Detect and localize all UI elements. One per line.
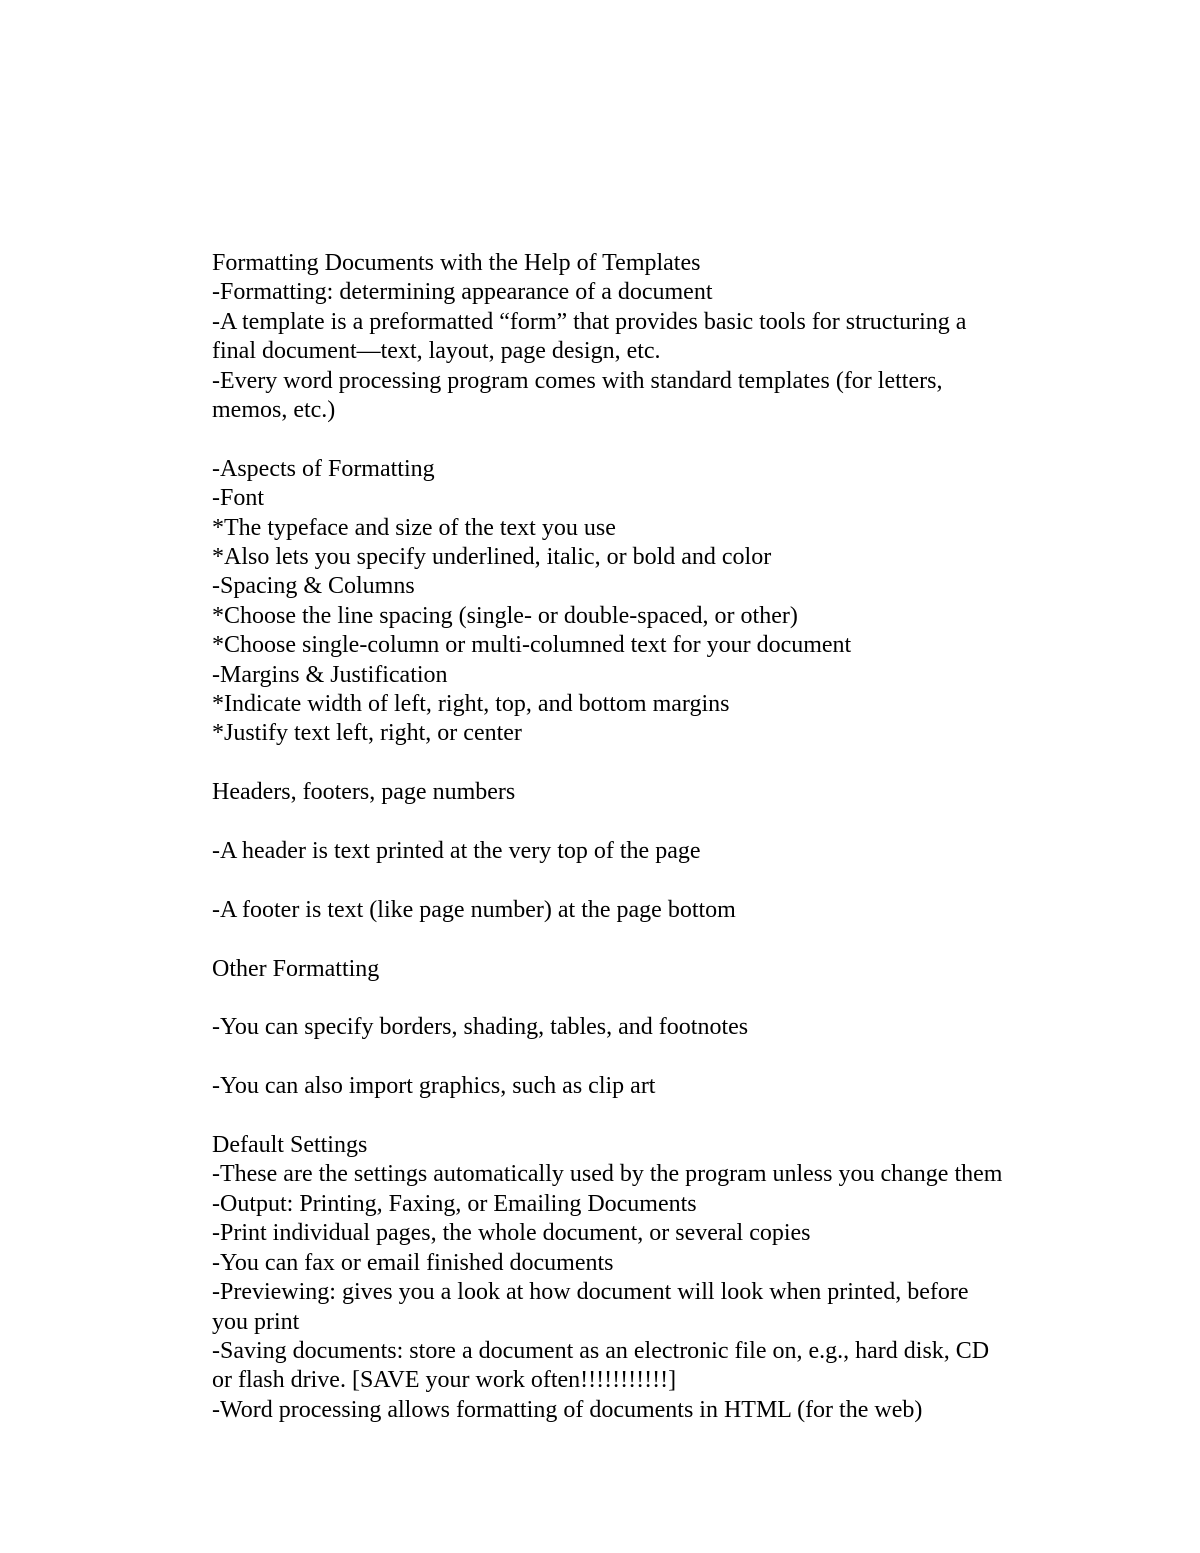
text-line-output-fax: -You can fax or email finished documents <box>212 1249 614 1276</box>
text-line-spacing-line: *Choose the line spacing (single- or double-spaced, or other) <box>212 602 798 629</box>
text-line-standard-templates-2: memos, etc.) <box>212 397 336 424</box>
text-line-other-borders: -You can specify borders, shading, tables, and footnotes <box>212 1014 749 1041</box>
text-line-headers-heading: Headers, footers, page numbers <box>212 779 516 806</box>
text-line-font-typeface: *The typeface and size of the text you use <box>212 514 616 541</box>
text-line-font-style: *Also lets you specify underlined, italic, or bold and color <box>212 544 772 571</box>
text-line-standard-templates-1: -Every word processing program comes with standard templates (for letters, <box>212 367 943 394</box>
text-line-margins-heading: -Margins & Justification <box>212 661 448 688</box>
text-line-spacing-heading: -Spacing & Columns <box>212 573 415 600</box>
blank-line <box>212 808 1062 837</box>
text-line-preview-1: -Previewing: gives you a look at how document will look when printed, before <box>212 1279 969 1306</box>
text-line-spacing-columns: *Choose single-column or multi-columned text for your document <box>212 632 852 659</box>
text-line-output-heading: -Output: Printing, Faxing, or Emailing Documents <box>212 1190 697 1217</box>
text-line-other-heading: Other Formatting <box>212 955 380 982</box>
text-line-defaults-heading: Default Settings <box>212 1132 368 1159</box>
text-line-output-print: -Print individual pages, the whole document, or several copies <box>212 1220 811 1247</box>
text-line-preview-2: you print <box>212 1308 300 1335</box>
blank-line <box>212 925 1062 954</box>
text-line-header-def: -A header is text printed at the very top of the page <box>212 838 701 865</box>
text-line-template-def-2: final document—text, layout, page design, etc. <box>212 338 661 365</box>
blank-line <box>212 984 1062 1013</box>
blank-line <box>212 866 1062 895</box>
text-line-margins-width: *Indicate width of left, right, top, and bottom margins <box>212 691 730 718</box>
text-line-other-graphics: -You can also import graphics, such as clip art <box>212 1073 656 1100</box>
text-line-margins-justify: *Justify text left, right, or center <box>212 720 522 747</box>
text-line-font-heading: -Font <box>212 485 265 512</box>
text-line-saving-1: -Saving documents: store a document as an electronic file on, e.g., hard disk, CD <box>212 1337 990 1364</box>
blank-line <box>212 425 1062 454</box>
text-line-formatting-def: -Formatting: determining appearance of a document <box>212 279 713 306</box>
text-line-title: Formatting Documents with the Help of Templates <box>212 250 701 276</box>
blank-line <box>212 1043 1062 1072</box>
text-line-saving-2: or flash drive. [SAVE your work often!!!!!!!!!!!] <box>212 1367 677 1394</box>
text-line-aspects-heading: -Aspects of Formatting <box>212 455 435 482</box>
document-body <box>212 249 1062 1425</box>
text-line-footer-def: -A footer is text (like page number) at the page bottom <box>212 896 736 923</box>
text-line-html-format: -Word processing allows formatting of documents in HTML (for the web) <box>212 1396 923 1423</box>
blank-line <box>212 749 1062 778</box>
blank-line <box>212 1102 1062 1131</box>
text-line-defaults-def: -These are the settings automatically used by the program unless you change them <box>212 1161 1003 1188</box>
text-line-template-def-1: -A template is a preformatted “form” that provides basic tools for structuring a <box>212 308 967 335</box>
